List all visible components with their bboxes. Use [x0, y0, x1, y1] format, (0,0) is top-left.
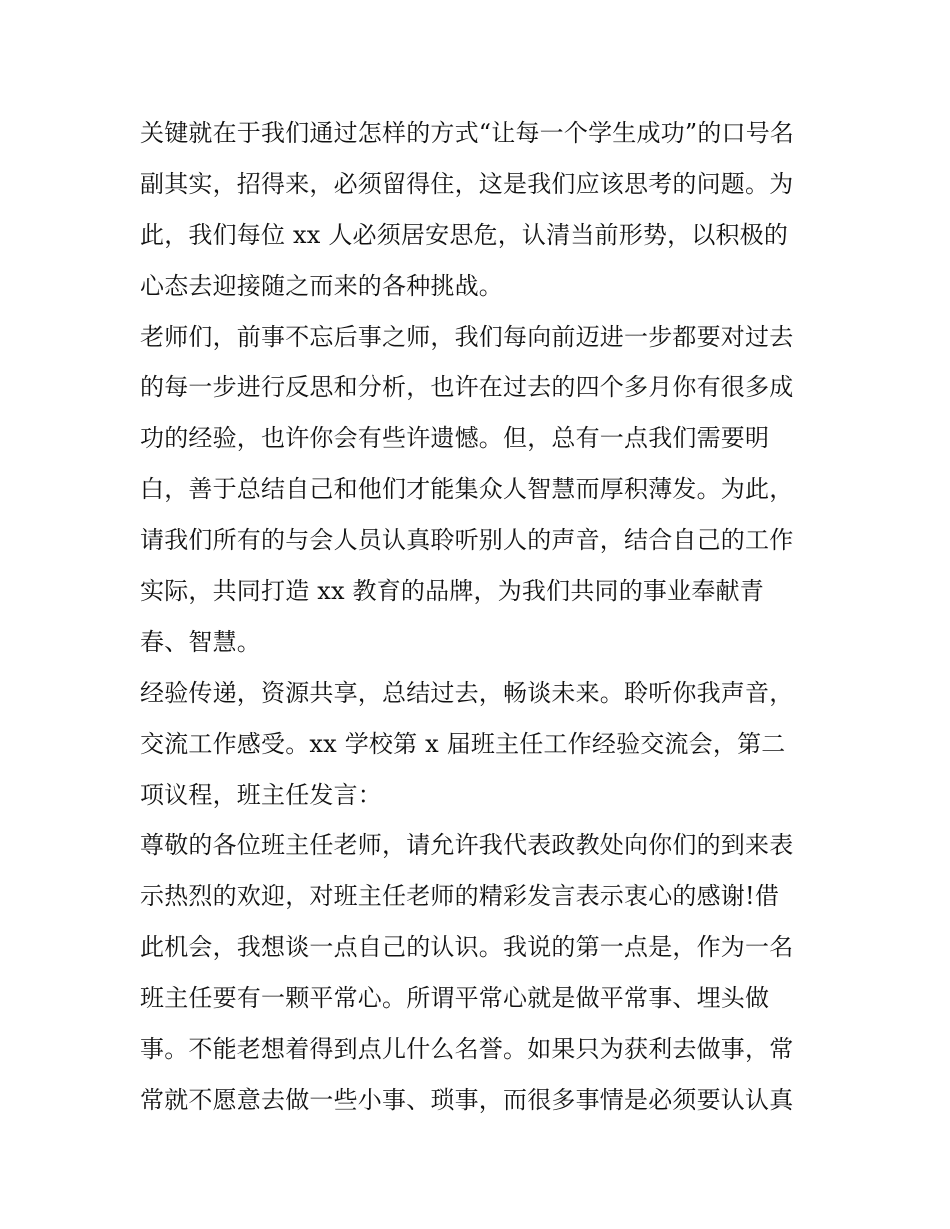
text-line: 副其实，招得来，必须留得住，这是我们应该思考的问题。为: [140, 169, 794, 198]
text-line: 常就不愿意去做一些小事、琐事，而很多事情是必须要认认真: [140, 1085, 794, 1114]
paragraph-2: [140, 312, 812, 668]
text-line: 的每一步进行反思和分析，也许在过去的四个多月你有很多成: [140, 373, 794, 402]
text-line: 实际，共同打造 xx 教育的品牌，为我们共同的事业奉献青: [140, 577, 764, 606]
text-line: 此，我们每位 xx 人必须居安思危，认清当前形势，以积极的: [140, 220, 789, 249]
text-line: 经验传递，资源共享，总结过去，畅谈未来。聆听你我声音，: [140, 678, 794, 707]
text-line: 交流工作感受。xx 学校第 x 届班主任工作经验交流会，第二: [140, 729, 786, 758]
text-line: 白，善于总结自己和他们才能集众人智慧而厚积薄发。为此，: [140, 475, 794, 504]
text-line: 示热烈的欢迎，对班主任老师的精彩发言表示衷心的感谢!借: [140, 882, 780, 911]
text-line: 春、智慧。: [140, 627, 261, 656]
text-line: 此机会，我想谈一点自己的认识。我说的第一点是，作为一名: [140, 933, 794, 962]
text-line: 功的经验，也许你会有些许遗憾。但，总有一点我们需要明: [140, 424, 770, 453]
text-line: 关键就在于我们通过怎样的方式“让每一个学生成功”的口号名: [140, 119, 795, 147]
text-line: 尊敬的各位班主任老师，请允许我代表政教处向你们的到来表: [140, 831, 794, 860]
paragraph-1: [140, 108, 812, 312]
paragraph-4: [140, 820, 812, 1125]
text-line: 心态去迎接随之而来的各种挑战。: [140, 271, 503, 300]
text-line: 请我们所有的与会人员认真聆听别人的声音，结合自己的工作: [140, 526, 794, 555]
document-body: [140, 108, 812, 1126]
text-line: 老师们，前事不忘后事之师，我们每向前迈进一步都要对过去: [140, 322, 794, 351]
text-line: 事。不能老想着得到点儿什么名誉。如果只为获利去做事，常: [140, 1035, 794, 1064]
text-line: 班主任要有一颗平常心。所谓平常心就是做平常事、埋头做: [140, 984, 770, 1013]
paragraph-3: [140, 668, 812, 821]
text-line: 项议程，班主任发言：: [140, 780, 382, 809]
